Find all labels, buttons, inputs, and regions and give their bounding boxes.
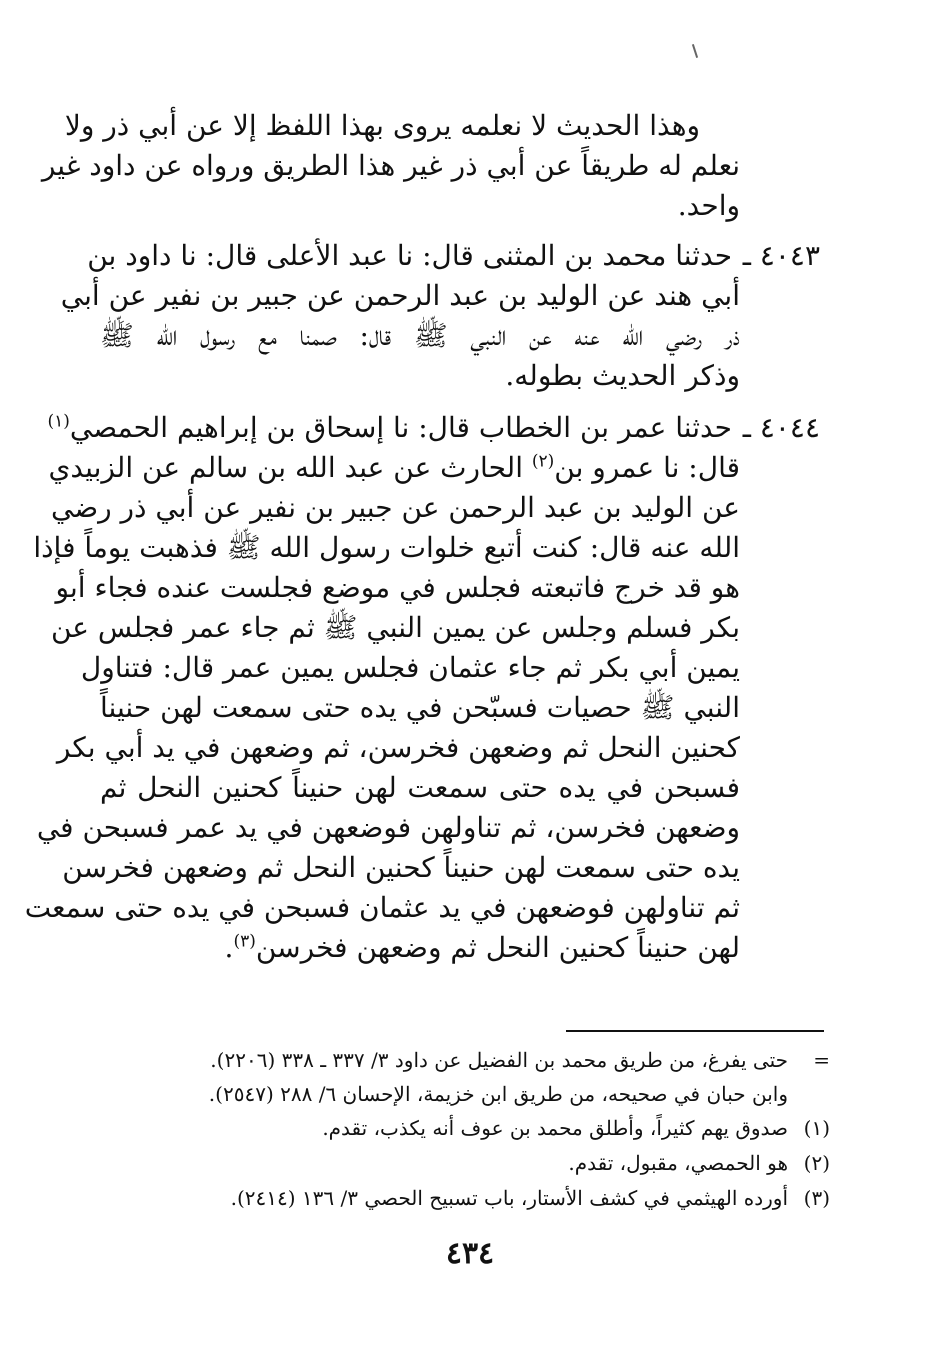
text-line bbox=[100, 928, 740, 968]
text-line bbox=[47, 408, 732, 448]
footnote-ref: (٣) bbox=[233, 931, 256, 952]
hadith-4044 bbox=[24, 408, 820, 968]
line-text: . bbox=[224, 931, 234, 964]
text-line: كحنين النحل ثم وضعهن فخرسن، ثم وضعهن في يد أبي بكر bbox=[56, 731, 740, 764]
footnote-marker: (٢) bbox=[803, 1151, 830, 1175]
text-line: وضعهن فخرسن، ثم تناولهن فوضعهن في يد عمر فسبحن في bbox=[36, 811, 740, 844]
text-line: هو قد خرج فاتبعته فجلس في موضع فجلست عنده فجاء أبو bbox=[55, 571, 740, 604]
hadith-number: ٤٠٤٤ ـ bbox=[742, 411, 820, 444]
text-line: ثم تناولهن فوضعهن في يد عثمان فسبحن في يده حتى سمعت bbox=[24, 891, 740, 924]
footnote bbox=[180, 1147, 830, 1179]
text-line: فسبحن في يده حتى سمعت لهن حنيناً كحنين النحل ثم bbox=[100, 771, 740, 804]
text-line: يمين أبي بكر ثم جاء عثمان فجلس يمين عمر قال: فتناول bbox=[80, 651, 740, 684]
footnote-ref: (١) bbox=[47, 411, 70, 432]
footnote-text: وابن حبان في صحيحه، من طريق ابن خزيمة، الإحسان ٦/ ٢٨٨ (٢٥٤٧). bbox=[208, 1082, 788, 1106]
text-line: حدثنا محمد بن المثنى قال: نا عبد الأعلى قال: نا داود بن bbox=[87, 239, 732, 272]
text-line: ذر رضي الله عنه عن النبي ﷺ قال: صمنا مع رسول الله ﷺ bbox=[100, 319, 740, 352]
line-text: قال: نا عمرو بن bbox=[554, 451, 740, 484]
footnote-marker: (٣) bbox=[803, 1186, 830, 1210]
text-line: يده حتى سمعت لهن حنيناً كحنين النحل ثم وضعهن فخرسن bbox=[62, 851, 740, 884]
footnote bbox=[180, 1182, 830, 1214]
footnote-separator bbox=[566, 1030, 824, 1032]
page-number: ٤٣٤ bbox=[445, 1236, 495, 1271]
line-text: الحارث عن عبد الله بن سالم عن الزبيدي bbox=[48, 451, 532, 484]
text-line: بكر فسلم وجلس عن يمين النبي ﷺ ثم جاء عمر فجلس عن bbox=[50, 611, 740, 644]
footnote-text: أورده الهيثمي في كشف الأستار، باب تسبيح الحصي ٣/ ١٣٦ (٢٤١٤). bbox=[230, 1186, 788, 1210]
text-line: أبي هند عن الوليد بن عبد الرحمن عن جبير بن نفير عن أبي bbox=[60, 279, 740, 312]
text-line: عن الوليد بن عبد الرحمن عن جبير بن نفير عن أبي ذر رضي bbox=[50, 491, 740, 524]
footnote-text: صدوق يهم كثيراً، وأطلق محمد بن عوف أنه يكذب، تقدم. bbox=[322, 1116, 788, 1140]
hadith-number: ٤٠٤٣ ـ bbox=[742, 239, 820, 272]
text-line: الله عنه قال: كنت أتبع خلوات رسول الله ﷺ فذهبت يوماً فإذا bbox=[33, 531, 740, 564]
text-line bbox=[48, 448, 740, 488]
intro-paragraph bbox=[41, 106, 740, 226]
hadith-4043 bbox=[60, 236, 820, 396]
footnote-text: حتى يفرغ، من طريق محمد بن الفضيل عن داود ٣/ ٣٣٧ ـ ٣٣٨ (٢٢٠٦). bbox=[210, 1048, 788, 1072]
line-text: لهن حنيناً كحنين النحل ثم وضعهن فخرسن bbox=[255, 931, 740, 964]
text-line: النبي ﷺ حصيات فسبّحن في يده حتى سمعت لهن حنيناً bbox=[100, 691, 740, 724]
text-line: واحد. bbox=[677, 189, 740, 222]
text-line: وهذا الحديث لا نعلمه يروى بهذا اللفظ إلا عن أبي ذر ولا bbox=[64, 109, 700, 142]
line-text: حدثنا عمر بن الخطاب قال: نا إسحاق بن إبراهيم الحمصي bbox=[69, 411, 732, 444]
text-line: وذكر الحديث بطوله. bbox=[505, 359, 740, 392]
footnote bbox=[180, 1078, 830, 1110]
footnote-marker: = bbox=[813, 1048, 830, 1072]
footnote-marker: (١) bbox=[803, 1116, 830, 1140]
footnote bbox=[180, 1044, 830, 1076]
scan-mark bbox=[692, 44, 698, 58]
footnote-text: هو الحمصي، مقبول، تقدم. bbox=[568, 1151, 788, 1175]
footnote bbox=[180, 1112, 830, 1144]
footnote-ref: (٢) bbox=[531, 451, 555, 472]
text-line: نعلم له طريقاً عن أبي ذر غير هذا الطريق ورواه عن داود غير bbox=[41, 149, 740, 182]
